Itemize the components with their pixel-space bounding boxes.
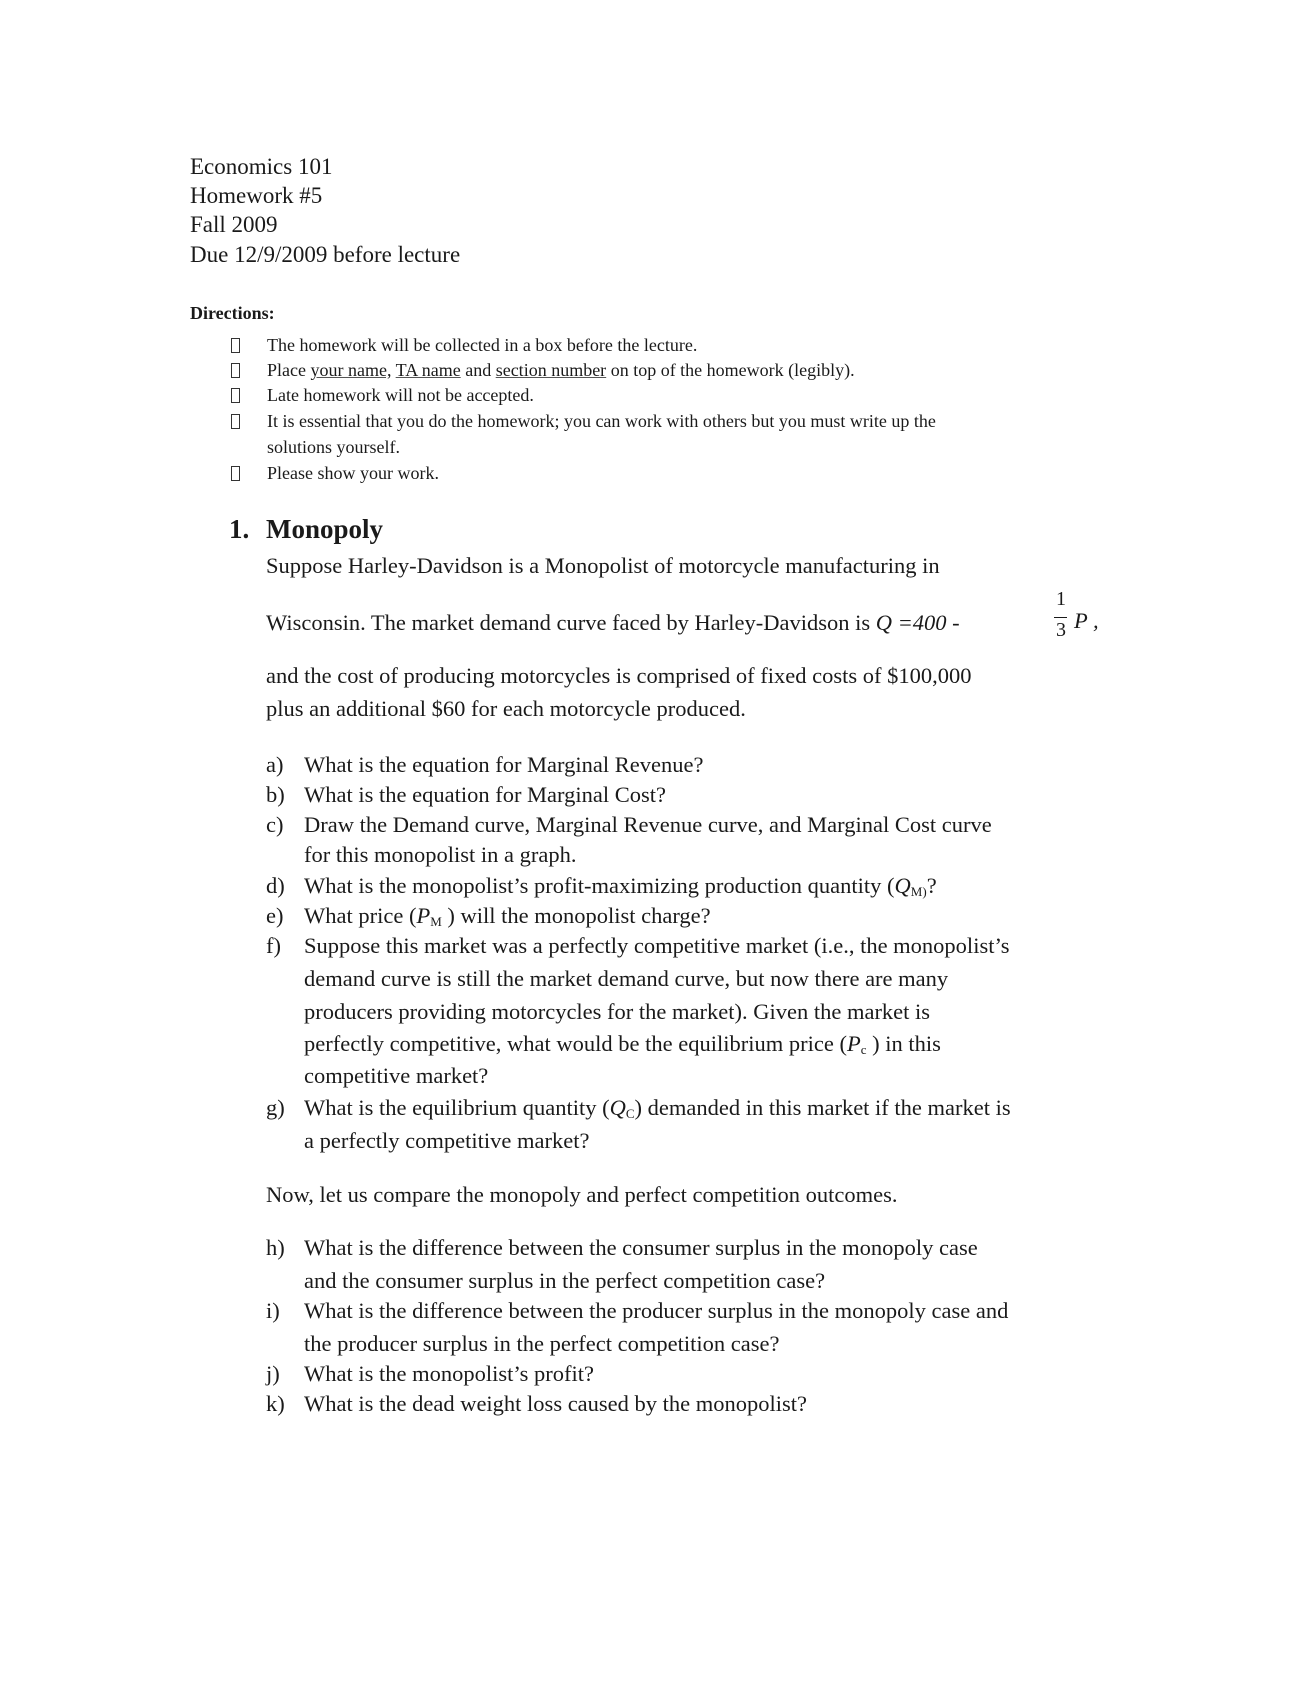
question-h: What is the difference between the consumer surplus in the monopoly case — [304, 1235, 978, 1260]
course-title: Economics 101 — [190, 154, 333, 179]
bullet-box-icon — [231, 414, 240, 429]
fraction-bar — [1054, 617, 1067, 618]
bullet-box-icon — [231, 466, 240, 481]
question-i: What is the difference between the producer surplus in the monopoly case and — [304, 1298, 1009, 1323]
directions-heading: Directions: — [190, 303, 275, 323]
question-a: What is the equation for Marginal Revenue? — [304, 752, 704, 777]
direction-item: Place your name, TA name and section number on top of the homework (legibly). — [267, 360, 855, 380]
fraction-numerator: 1 — [1056, 588, 1066, 610]
question-f-continued: producers providing motorcycles for the market). Given the market is — [304, 999, 931, 1024]
demand-equation: Q =400 - — [875, 610, 960, 635]
bullet-box-icon — [231, 338, 240, 353]
homework-number: Homework #5 — [190, 183, 323, 208]
direction-item: Please show your work. — [267, 463, 439, 483]
question-letter: k) — [266, 1391, 285, 1416]
question-letter: d) — [266, 873, 285, 898]
intro-text: Wisconsin. The market demand curve faced by Harley-Davidson is Q =400 - — [266, 610, 960, 635]
question-f: Suppose this market was a perfectly competitive market (i.e., the monopolist’s — [304, 933, 1010, 958]
question-letter: c) — [266, 812, 284, 837]
question-letter: j) — [266, 1361, 280, 1386]
section-title: Monopoly — [266, 514, 384, 544]
direction-item-continued: solutions yourself. — [267, 437, 400, 457]
intro-text: plus an additional $60 for each motorcycle produced. — [266, 696, 746, 721]
question-i-continued: the producer surplus in the perfect competition case? — [304, 1331, 780, 1356]
term: Fall 2009 — [190, 212, 278, 237]
intro-text: and the cost of producing motorcycles is comprised of fixed costs of $100,000 — [266, 663, 972, 688]
question-h-continued: and the consumer surplus in the perfect competition case? — [304, 1268, 826, 1293]
question-f-continued: perfectly competitive, what would be the equilibrium price ($P_c$ ) in this — [304, 1031, 941, 1057]
question-letter: h) — [266, 1235, 285, 1260]
ta-name-underlined: TA name — [395, 360, 461, 380]
question-letter: a) — [266, 752, 284, 777]
question-c-continued: for this monopolist in a graph. — [304, 842, 577, 867]
section-number: 1. — [229, 514, 250, 544]
fraction-denominator: 3 — [1056, 619, 1066, 641]
compare-text: Now, let us compare the monopoly and perfect competition outcomes. — [266, 1182, 898, 1207]
direction-item: It is essential that you do the homework; you can work with others but you must write up the — [267, 411, 936, 431]
intro-text: Suppose Harley-Davidson is a Monopolist of motorcycle manufacturing in — [266, 553, 940, 578]
question-letter: b) — [266, 782, 285, 807]
due-date: Due 12/9/2009 before lecture — [190, 242, 461, 267]
question-k: What is the dead weight loss caused by the monopolist? — [304, 1391, 808, 1416]
equation-variable: P , — [1074, 608, 1099, 633]
section-number-underlined: section number — [495, 360, 607, 380]
your-name-underlined: your name, — [310, 360, 392, 380]
direction-item: The homework will be collected in a box before the lecture. — [267, 335, 698, 355]
question-g: What is the equilibrium quantity $(Q_C)$ demanded in this market if the market is — [304, 1095, 1011, 1121]
bullet-box-icon — [231, 363, 240, 378]
question-letter: i) — [266, 1298, 280, 1323]
question-g-continued: a perfectly competitive market? — [304, 1128, 590, 1153]
question-f-continued: demand curve is still the market demand curve, but now there are many — [304, 966, 949, 991]
question-letter: f) — [266, 933, 281, 958]
question-b: What is the equation for Marginal Cost? — [304, 782, 666, 807]
direction-item: Late homework will not be accepted. — [267, 385, 534, 405]
bullet-box-icon — [231, 388, 240, 403]
question-f-continued: competitive market? — [304, 1063, 489, 1088]
question-j: What is the monopolist’s profit? — [304, 1361, 594, 1386]
question-c: Draw the Demand curve, Marginal Revenue curve, and Marginal Cost curve — [304, 812, 992, 837]
question-e: What price ($P_M$ ) will the monopolist charge? — [304, 903, 711, 929]
question-letter: g) — [266, 1095, 285, 1120]
question-d: What is the monopolist’s profit-maximizing production quantity ($Q_{M)}$? — [304, 873, 937, 899]
question-letter: e) — [266, 903, 284, 928]
